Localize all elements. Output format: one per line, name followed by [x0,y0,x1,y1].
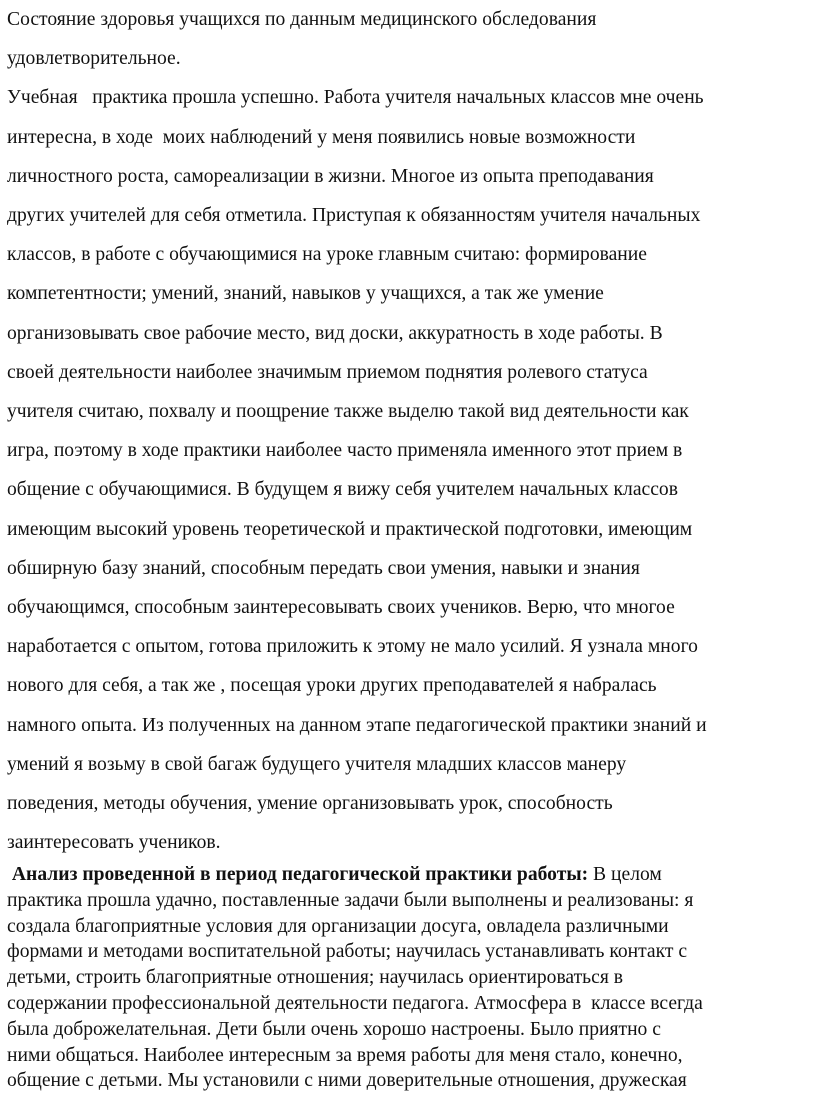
text-line: имеющим высокий уровень теоретической и практической подготовки, имеющим [7,518,693,540]
text-line: компетентности; умений, знаний, навыков у учащихся, а так же умение [7,283,604,305]
text-line: была доброжелательная. Дети были очень хорошо настроены. Было приятно с [7,1018,661,1040]
text-line: нового для себя, а так же , посещая уроки других преподавателей я набралась [7,675,657,697]
text-line: Состояние здоровья учащихся по данным медицинского обследования [7,9,597,30]
text-line: общение с детьми. Мы установили с ними доверительные отношения, дружеская [7,1070,687,1092]
text-line: удовлетворительное. [7,48,181,70]
text-line: организовывать свое рабочие место, вид доски, аккуратность в ходе работы. В [7,322,663,344]
text-line: заинтересовать учеников. [7,832,221,854]
text-line: практика прошла удачно, поставленные задачи были выполнены и реализованы: я [7,889,694,911]
analysis-first-line-text: В целом [588,864,662,885]
text-line: других учителей для себя отметила. Приступая к обязанностям учителя начальных [7,205,701,227]
text-line: обучающимся, способным заинтересовывать своих учеников. Верю, что многое [7,597,675,619]
text-line: учителя считаю, похвалу и поощрение также выделю такой вид деятельности как [7,401,689,423]
text-line: содержании профессиональной деятельности педагога. Атмосфера в классе всегда [7,992,703,1014]
text-line: личностного роста, самореализации в жизни. Многое из опыта преподавания [7,165,654,187]
paragraph-practice-summary [7,0,813,862]
text-line: намного опыта. Из полученных на данном этапе педагогической практики знаний и [7,714,707,736]
text-line: Учебная практика прошла успешно. Работа учителя начальных классов мне очень [7,87,704,109]
text-line: детьми, строить благоприятные отношения; научилась ориентироваться в [7,967,623,989]
text-line: обширную базу знаний, способным передать свои умения, навыки и знания [7,557,640,579]
text-line: игра, поэтому в ходе практики наиболее часто применяла именного этот прием в [7,440,683,462]
text-line: классов, в работе с обучающимися на уроке главным считаю: формирование [7,244,647,266]
text-line: ними общаться. Наиболее интересным за время работы для меня стало, конечно, [7,1044,683,1066]
paragraph-analysis [7,862,813,1094]
text-line: формами и методами воспитательной работы; научилась устанавливать контакт с [7,941,688,963]
analysis-heading: Анализ проведенной в период педагогической практики работы: [7,864,589,885]
text-line: умений я возьму в свой багаж будущего учителя младших классов манеру [7,753,627,775]
analysis-first-line [7,862,813,888]
text-line: наработается с опытом, готова приложить к этому не мало усилий. Я узнала много [7,636,698,658]
text-line: интересна, в ходе моих наблюдений у меня появились новые возможности [7,126,636,148]
text-line: создала благоприятные условия для организации досуга, овладела различными [7,915,669,937]
text-line: своей деятельности наиболее значимым приемом поднятия ролевого статуса [7,361,648,383]
text-line: общение с обучающимися. В будущем я вижу себя учителем начальных классов [7,479,678,501]
text-line: поведения, методы обучения, умение организовывать урок, способность [7,793,613,815]
